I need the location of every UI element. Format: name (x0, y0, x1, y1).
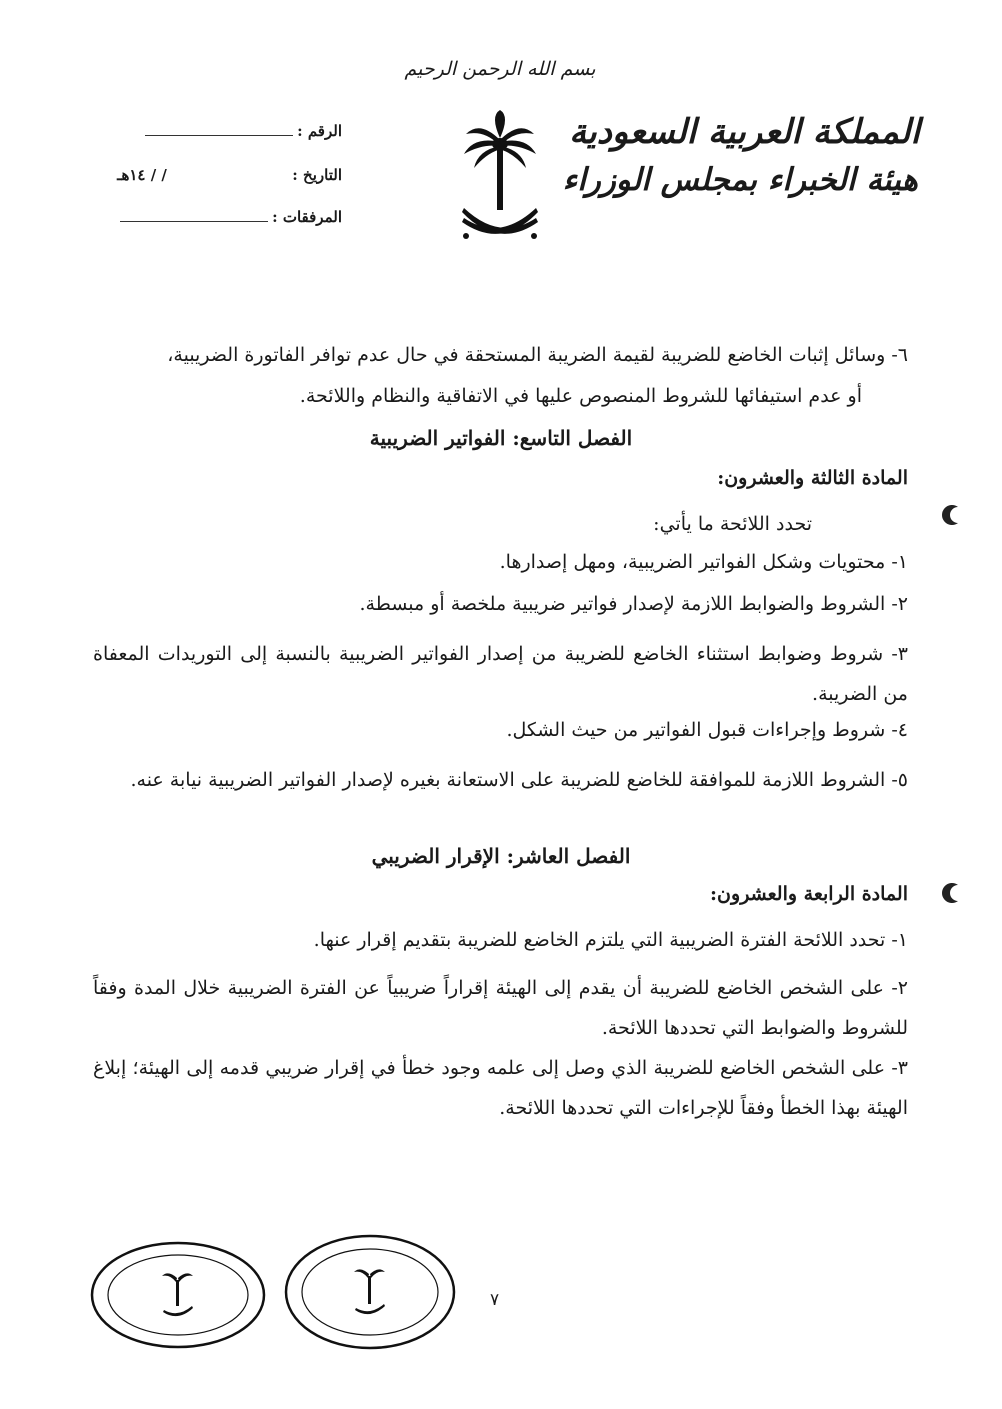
punch-hole-mark-icon (940, 503, 964, 527)
chapter-10-title: الفصل العاشر: الإقرار الضريبي (371, 844, 631, 868)
seal-experts-commission-icon (282, 1232, 458, 1352)
article-23-item-3: ٣- شروط وضوابط استثناء الخاضع للضريبة من إصدار الفواتير الضريبية بالنسبة إلى التوريدات المعفاة من الضريبة. (93, 643, 908, 705)
article-24-item-1: ١- تحدد اللائحة الفترة الضريبية التي يلتزم الخاضع للضريبة بتقديم إقرار عنها. (313, 929, 908, 951)
number-label: الرقم : (297, 122, 342, 140)
kingdom-title: المملكة العربية السعودية (569, 112, 920, 152)
attachments-field (120, 208, 342, 226)
attachments-label: المرفقات : (272, 208, 342, 226)
date-value: / / ١٤هـ (117, 166, 167, 184)
palm-swords-emblem-icon (460, 110, 540, 250)
article-24-item-3: ٣- على الشخص الخاضع للضريبة الذي وصل إلى علمه وجود خطأ في إقرار ضريبي قدمه إلى الهيئة؛ إبلاغ الهيئة بهذا الخطأ وفقاً للإجراءات التي تحددها اللائحة. (93, 1057, 908, 1119)
date-field (117, 166, 342, 184)
page-number: ٧ (490, 1290, 500, 1310)
article-24-item-2: ٢- على الشخص الخاضع للضريبة أن يقدم إلى الهيئة إقراراً ضريبياً عن الفترة الضريبية خلال المدة وفقاً للشروط والضوابط التي تحددها اللائحة. (93, 977, 908, 1039)
attachments-line (120, 209, 268, 222)
authority-title: هيئة الخبراء بمجلس الوزراء (562, 162, 918, 198)
basmala: بسم الله الرحمن الرحيم (404, 58, 596, 80)
article-23-item-1: ١- محتويات وشكل الفواتير الضريبية، ومهل إصدارها. (499, 551, 908, 573)
number-field (145, 122, 342, 140)
chapter-9-title: الفصل التاسع: الفواتير الضريبية (369, 426, 633, 450)
seal-general-secretariat-icon (88, 1240, 268, 1350)
article-23-title: المادة الثالثة والعشرون: (717, 467, 908, 489)
punch-hole-mark-icon (940, 881, 964, 905)
article-23-intro: تحدد اللائحة ما يأتي: (653, 513, 812, 535)
article-23-item-5: ٥- الشروط اللازمة للموافقة للخاضع للضريبة على الاستعانة بغيره لإصدار الفواتير الضريبية نيابة عنه. (130, 769, 908, 791)
item-6-line-2: أو عدم استيفائها للشروط المنصوص عليها في الاتفاقية والنظام واللائحة. (299, 385, 862, 407)
item-6-line-1: ٦- وسائل إثبات الخاضع للضريبة لقيمة الضريبة المستحقة في حال عدم توافر الفاتورة الضريبية، (167, 344, 908, 366)
article-24-title: المادة الرابعة والعشرون: (710, 883, 908, 905)
article-23-item-2: ٢- الشروط والضوابط اللازمة لإصدار فواتير ضريبية ملخصة أو مبسطة. (359, 593, 908, 615)
article-23-item-4: ٤- شروط وإجراءات قبول الفواتير من حيث الشكل. (506, 719, 908, 741)
date-label: التاريخ : (292, 166, 342, 184)
number-line (145, 123, 293, 136)
